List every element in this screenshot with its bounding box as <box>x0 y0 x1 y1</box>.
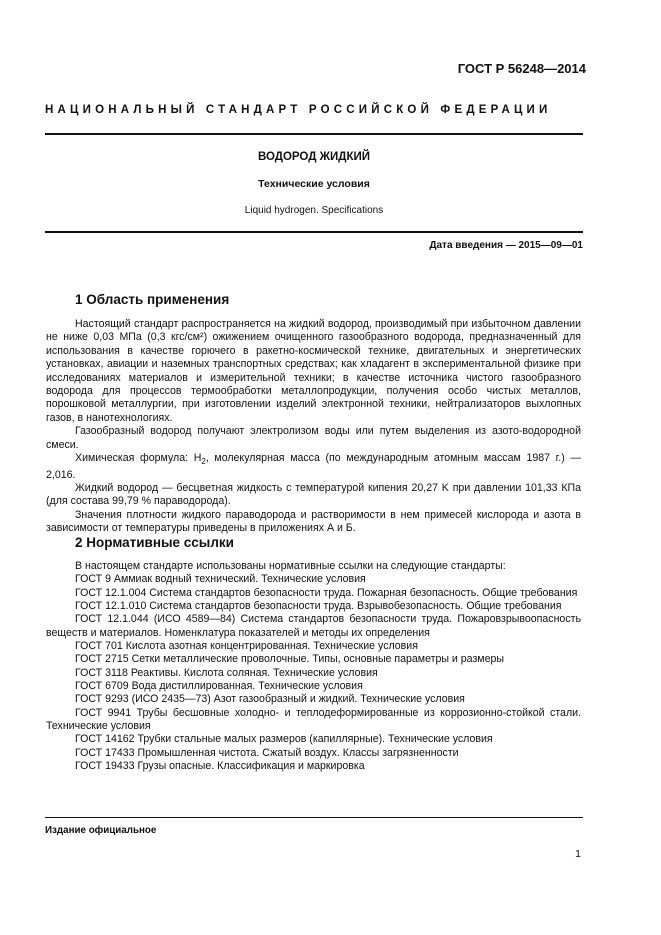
list-item: ГОСТ 6709 Вода дистиллированная. Технические условия <box>75 680 363 693</box>
list-item: ГОСТ 9 Аммиак водный технический. Технические условия <box>75 573 366 586</box>
document-title: ВОДОРОД ЖИДКИЙ <box>257 151 371 163</box>
english-title: Liquid hydrogen. Specifications <box>244 205 384 216</box>
list-item: ГОСТ 12.1.004 Система стандартов безопасности труда. Пожарная безопасность. Общие требования <box>75 586 578 599</box>
list-item: ГОСТ 701 Кислота азотная концентрированная. Технические условия <box>75 640 418 653</box>
document-code: ГОСТ Р 56248—2014 <box>457 61 586 76</box>
page-number: 1 <box>575 848 581 860</box>
introduction-date: Дата введения — 2015—09—01 <box>429 240 583 251</box>
document-subtitle: Технические условия <box>258 178 370 190</box>
formula-text: Химическая формула: H <box>75 452 202 465</box>
footer-rule <box>45 817 583 818</box>
title-rule <box>45 231 583 233</box>
list-item: ГОСТ 17433 Промышленная чистота. Сжатый воздух. Классы загрязненности <box>75 746 459 759</box>
section-2-heading: 2 Нормативные ссылки <box>75 535 234 550</box>
section-1-paragraph: Значения плотности жидкого параводорода и растворимости в нем примесей кислорода и азота в зависимости от температуры приведены в приложениях А и Б. <box>46 508 581 535</box>
formula-subscript: 2 <box>201 457 206 467</box>
section-1-paragraph <box>46 452 581 482</box>
list-item: ГОСТ 9293 (ИСО 2435—73) Азот газообразный и жидкий. Технические условия <box>75 693 465 706</box>
list-item: ГОСТ 19433 Грузы опасные. Классификация и маркировка <box>75 760 365 773</box>
header-rule <box>45 133 583 135</box>
edition-note: Издание официальное <box>45 825 157 836</box>
list-item: ГОСТ 3118 Реактивы. Кислота соляная. Технические условия <box>75 666 378 679</box>
list-item: ГОСТ 9941 Трубы бесшовные холодно- и теплодеформированные из коррозионно-стойкой стали. Технические условия <box>46 706 581 733</box>
list-item: ГОСТ 12.1.044 (ИСО 4589—84) Система стандартов безопасности труда. Пожаровзрывоопасность веществ и материалов. Номенклатура показателей и методы их определения <box>46 613 581 639</box>
national-standard-heading: НАЦИОНАЛЬНЫЙ СТАНДАРТ РОССИЙСКОЙ ФЕДЕРАЦИИ <box>45 104 552 116</box>
normative-references-list <box>46 560 581 774</box>
list-item: ГОСТ 12.1.010 Система стандартов безопасности труда. Взрывобезопасность. Общие требования <box>75 600 562 613</box>
section-1-paragraph: Газообразный водород получают электролизом воды или путем выделения из азото-водородной смеси. <box>46 425 581 451</box>
section-1-paragraph: Настоящий стандарт распространяется на жидкий водород, производимый при избыточном давлении не ниже 0,03 МПа (0,3 кгс/см²) ожижением очищенного газообразного водорода, предназначенный для использования в качестве горючего в ракетно-космической технике, двигательных и энергетических установках, авиации и наземных транспортных средствах; как хладагент в экспериментальной физике при исследованиях материалов и измерительной техники; в качестве источника чистого газообразного водорода для процессов термообработки металлопродукции, получения особо чистых металлов, порошковой металлургии, при изготовлении изделий электронной техники, нейтрализаторов выхлопных газов, в нанотехнологиях. <box>46 318 581 424</box>
list-item: ГОСТ 14162 Трубки стальные малых размеров (капиллярные). Технические условия <box>75 733 493 746</box>
list-item: ГОСТ 2715 Сетки металлические проволочные. Типы, основные параметры и размеры <box>75 653 504 666</box>
formula-text-continued: , молекулярная масса (по международным атомным массам 1987 г.) — 2,016. <box>46 452 581 481</box>
section-1-heading: 1 Область применения <box>75 292 230 307</box>
list-item: В настоящем стандарте использованы нормативные ссылки на следующие стандарты: <box>75 560 506 572</box>
section-1-paragraph: Жидкий водород — бесцветная жидкость с температурой кипения 20,27 K при давлении 101,33 КПа (для состава 99,79 % параводорода). <box>46 481 581 508</box>
section-1-body <box>46 318 581 536</box>
